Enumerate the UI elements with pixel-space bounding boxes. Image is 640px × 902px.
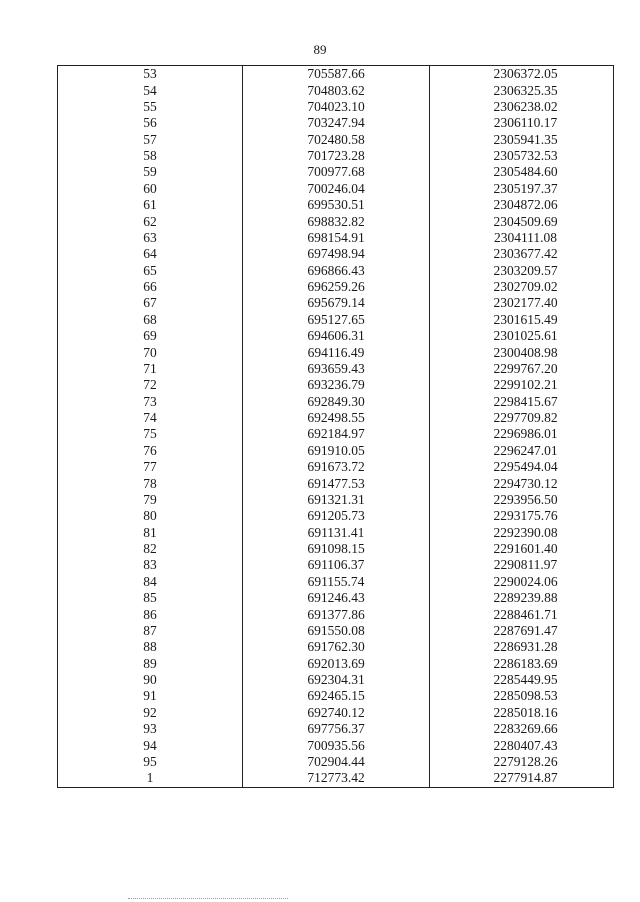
point-number-cell: 78 xyxy=(58,475,243,491)
point-number-cell: 70 xyxy=(58,344,243,360)
table-row xyxy=(58,705,614,721)
x-coordinate-cell: 702480.58 xyxy=(243,132,430,148)
point-number-cell: 72 xyxy=(58,377,243,393)
point-number-cell: 65 xyxy=(58,263,243,279)
table-row xyxy=(58,770,614,787)
y-coordinate-cell: 2277914.87 xyxy=(430,770,614,787)
y-coordinate-cell: 2279128.26 xyxy=(430,754,614,770)
x-coordinate-cell: 691673.72 xyxy=(243,459,430,475)
x-coordinate-cell: 705587.66 xyxy=(243,66,430,83)
point-number-cell: 67 xyxy=(58,295,243,311)
y-coordinate-cell: 2303209.57 xyxy=(430,263,614,279)
point-number-cell: 74 xyxy=(58,410,243,426)
y-coordinate-cell: 2306372.05 xyxy=(430,66,614,83)
x-coordinate-cell: 704803.62 xyxy=(243,82,430,98)
x-coordinate-cell: 692740.12 xyxy=(243,705,430,721)
x-coordinate-cell: 704023.10 xyxy=(243,99,430,115)
point-number-cell: 1 xyxy=(58,770,243,787)
table-row xyxy=(58,672,614,688)
table-row xyxy=(58,394,614,410)
y-coordinate-cell: 2291601.40 xyxy=(430,541,614,557)
x-coordinate-cell: 702904.44 xyxy=(243,754,430,770)
point-number-cell: 55 xyxy=(58,99,243,115)
table-row xyxy=(58,557,614,573)
x-coordinate-cell: 691377.86 xyxy=(243,606,430,622)
y-coordinate-cell: 2285449.95 xyxy=(430,672,614,688)
x-coordinate-cell: 692184.97 xyxy=(243,426,430,442)
table-row xyxy=(58,737,614,753)
table-row xyxy=(58,132,614,148)
point-number-cell: 89 xyxy=(58,656,243,672)
table-row xyxy=(58,263,614,279)
y-coordinate-cell: 2286183.69 xyxy=(430,656,614,672)
x-coordinate-cell: 703247.94 xyxy=(243,115,430,131)
point-number-cell: 94 xyxy=(58,737,243,753)
point-number-cell: 71 xyxy=(58,361,243,377)
y-coordinate-cell: 2289239.88 xyxy=(430,590,614,606)
point-number-cell: 92 xyxy=(58,705,243,721)
point-number-cell: 82 xyxy=(58,541,243,557)
y-coordinate-cell: 2288461.71 xyxy=(430,606,614,622)
x-coordinate-cell: 701723.28 xyxy=(243,148,430,164)
table-row xyxy=(58,410,614,426)
table-row xyxy=(58,181,614,197)
table-row xyxy=(58,246,614,262)
table-row xyxy=(58,754,614,770)
coordinate-table-body xyxy=(58,66,614,788)
table-row xyxy=(58,312,614,328)
point-number-cell: 88 xyxy=(58,639,243,655)
y-coordinate-cell: 2294730.12 xyxy=(430,475,614,491)
x-coordinate-cell: 700246.04 xyxy=(243,181,430,197)
table-row xyxy=(58,197,614,213)
table-row xyxy=(58,443,614,459)
y-coordinate-cell: 2303677.42 xyxy=(430,246,614,262)
table-row xyxy=(58,344,614,360)
point-number-cell: 91 xyxy=(58,688,243,704)
x-coordinate-cell: 691550.08 xyxy=(243,623,430,639)
table-row xyxy=(58,525,614,541)
point-number-cell: 68 xyxy=(58,312,243,328)
y-coordinate-cell: 2293956.50 xyxy=(430,492,614,508)
x-coordinate-cell: 692498.55 xyxy=(243,410,430,426)
x-coordinate-cell: 698154.91 xyxy=(243,230,430,246)
point-number-cell: 58 xyxy=(58,148,243,164)
x-coordinate-cell: 694606.31 xyxy=(243,328,430,344)
x-coordinate-cell: 691155.74 xyxy=(243,574,430,590)
x-coordinate-cell: 691098.15 xyxy=(243,541,430,557)
point-number-cell: 63 xyxy=(58,230,243,246)
y-coordinate-cell: 2290811.97 xyxy=(430,557,614,573)
y-coordinate-cell: 2297709.82 xyxy=(430,410,614,426)
y-coordinate-cell: 2302177.40 xyxy=(430,295,614,311)
table-row xyxy=(58,639,614,655)
y-coordinate-cell: 2300408.98 xyxy=(430,344,614,360)
point-number-cell: 85 xyxy=(58,590,243,606)
point-number-cell: 54 xyxy=(58,82,243,98)
table-row xyxy=(58,459,614,475)
table-row xyxy=(58,623,614,639)
point-number-cell: 60 xyxy=(58,181,243,197)
x-coordinate-cell: 695679.14 xyxy=(243,295,430,311)
point-number-cell: 73 xyxy=(58,394,243,410)
x-coordinate-cell: 691106.37 xyxy=(243,557,430,573)
page-number: 89 xyxy=(313,42,327,57)
footer-divider xyxy=(128,898,288,899)
x-coordinate-cell: 697756.37 xyxy=(243,721,430,737)
table-row xyxy=(58,82,614,98)
x-coordinate-cell: 692304.31 xyxy=(243,672,430,688)
x-coordinate-cell: 692465.15 xyxy=(243,688,430,704)
table-row xyxy=(58,230,614,246)
x-coordinate-cell: 692013.69 xyxy=(243,656,430,672)
point-number-cell: 86 xyxy=(58,606,243,622)
x-coordinate-cell: 700977.68 xyxy=(243,164,430,180)
x-coordinate-cell: 712773.42 xyxy=(243,770,430,787)
y-coordinate-cell: 2283269.66 xyxy=(430,721,614,737)
table-row xyxy=(58,164,614,180)
y-coordinate-cell: 2285018.16 xyxy=(430,705,614,721)
y-coordinate-cell: 2305732.53 xyxy=(430,148,614,164)
point-number-cell: 84 xyxy=(58,574,243,590)
y-coordinate-cell: 2290024.06 xyxy=(430,574,614,590)
table-row xyxy=(58,279,614,295)
point-number-cell: 53 xyxy=(58,66,243,83)
table-row xyxy=(58,606,614,622)
point-number-cell: 81 xyxy=(58,525,243,541)
y-coordinate-cell: 2305197.37 xyxy=(430,181,614,197)
table-row xyxy=(58,377,614,393)
point-number-cell: 93 xyxy=(58,721,243,737)
point-number-cell: 95 xyxy=(58,754,243,770)
y-coordinate-cell: 2304111.08 xyxy=(430,230,614,246)
y-coordinate-cell: 2304509.69 xyxy=(430,213,614,229)
y-coordinate-cell: 2306325.35 xyxy=(430,82,614,98)
y-coordinate-cell: 2285098.53 xyxy=(430,688,614,704)
x-coordinate-cell: 696259.26 xyxy=(243,279,430,295)
table-row xyxy=(58,66,614,83)
table-row xyxy=(58,688,614,704)
coordinate-table xyxy=(57,65,614,788)
table-row xyxy=(58,115,614,131)
y-coordinate-cell: 2295494.04 xyxy=(430,459,614,475)
table-row xyxy=(58,508,614,524)
table-row xyxy=(58,213,614,229)
x-coordinate-cell: 691321.31 xyxy=(243,492,430,508)
y-coordinate-cell: 2298415.67 xyxy=(430,394,614,410)
table-row xyxy=(58,721,614,737)
point-number-cell: 76 xyxy=(58,443,243,459)
table-row xyxy=(58,590,614,606)
x-coordinate-cell: 691910.05 xyxy=(243,443,430,459)
x-coordinate-cell: 691246.43 xyxy=(243,590,430,606)
point-number-cell: 87 xyxy=(58,623,243,639)
y-coordinate-cell: 2280407.43 xyxy=(430,737,614,753)
y-coordinate-cell: 2287691.47 xyxy=(430,623,614,639)
y-coordinate-cell: 2292390.08 xyxy=(430,525,614,541)
y-coordinate-cell: 2286931.28 xyxy=(430,639,614,655)
table-row xyxy=(58,295,614,311)
y-coordinate-cell: 2304872.06 xyxy=(430,197,614,213)
point-number-cell: 77 xyxy=(58,459,243,475)
point-number-cell: 80 xyxy=(58,508,243,524)
table-row xyxy=(58,99,614,115)
y-coordinate-cell: 2301615.49 xyxy=(430,312,614,328)
y-coordinate-cell: 2296247.01 xyxy=(430,443,614,459)
x-coordinate-cell: 694116.49 xyxy=(243,344,430,360)
table-row xyxy=(58,492,614,508)
y-coordinate-cell: 2301025.61 xyxy=(430,328,614,344)
x-coordinate-cell: 691762.30 xyxy=(243,639,430,655)
y-coordinate-cell: 2299767.20 xyxy=(430,361,614,377)
y-coordinate-cell: 2306238.02 xyxy=(430,99,614,115)
point-number-cell: 83 xyxy=(58,557,243,573)
y-coordinate-cell: 2302709.02 xyxy=(430,279,614,295)
y-coordinate-cell: 2305484.60 xyxy=(430,164,614,180)
point-number-cell: 66 xyxy=(58,279,243,295)
point-number-cell: 75 xyxy=(58,426,243,442)
point-number-cell: 64 xyxy=(58,246,243,262)
point-number-cell: 56 xyxy=(58,115,243,131)
x-coordinate-cell: 692849.30 xyxy=(243,394,430,410)
point-number-cell: 57 xyxy=(58,132,243,148)
x-coordinate-cell: 700935.56 xyxy=(243,737,430,753)
y-coordinate-cell: 2306110.17 xyxy=(430,115,614,131)
point-number-cell: 59 xyxy=(58,164,243,180)
x-coordinate-cell: 693236.79 xyxy=(243,377,430,393)
y-coordinate-cell: 2305941.35 xyxy=(430,132,614,148)
x-coordinate-cell: 696866.43 xyxy=(243,263,430,279)
point-number-cell: 69 xyxy=(58,328,243,344)
x-coordinate-cell: 691131.41 xyxy=(243,525,430,541)
table-row xyxy=(58,541,614,557)
table-row xyxy=(58,361,614,377)
table-row xyxy=(58,426,614,442)
table-row xyxy=(58,656,614,672)
point-number-cell: 62 xyxy=(58,213,243,229)
x-coordinate-cell: 695127.65 xyxy=(243,312,430,328)
x-coordinate-cell: 691477.53 xyxy=(243,475,430,491)
y-coordinate-cell: 2299102.21 xyxy=(430,377,614,393)
x-coordinate-cell: 693659.43 xyxy=(243,361,430,377)
y-coordinate-cell: 2293175.76 xyxy=(430,508,614,524)
table-row xyxy=(58,148,614,164)
table-row xyxy=(58,574,614,590)
point-number-cell: 61 xyxy=(58,197,243,213)
x-coordinate-cell: 699530.51 xyxy=(243,197,430,213)
table-row xyxy=(58,328,614,344)
x-coordinate-cell: 691205.73 xyxy=(243,508,430,524)
x-coordinate-cell: 698832.82 xyxy=(243,213,430,229)
point-number-cell: 90 xyxy=(58,672,243,688)
table-row xyxy=(58,475,614,491)
point-number-cell: 79 xyxy=(58,492,243,508)
x-coordinate-cell: 697498.94 xyxy=(243,246,430,262)
y-coordinate-cell: 2296986.01 xyxy=(430,426,614,442)
